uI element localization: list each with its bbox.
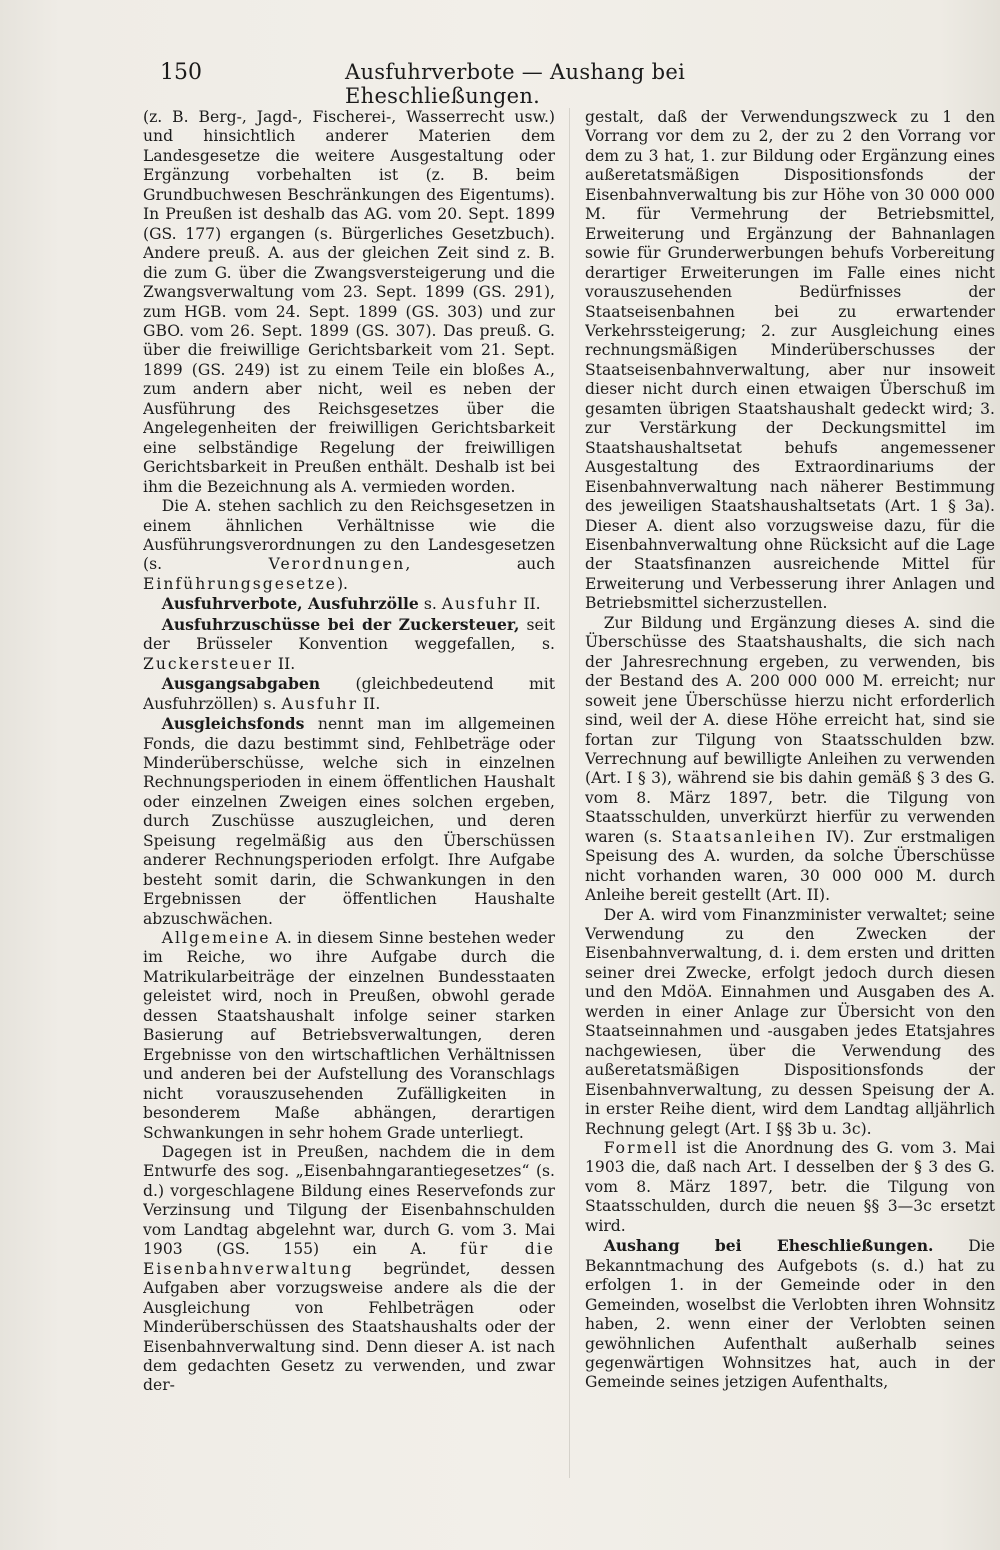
running-head	[160, 60, 800, 108]
cross-reference: Verordnungen	[268, 555, 406, 574]
emphasis: Allgemeine	[161, 929, 271, 948]
entry: Ausfuhrverbote, Ausfuhrzölle s. Ausfuhr II.	[161, 594, 541, 614]
paragraph: Formell ist die Anordnung des G. vom 3. Mai 1903 die, daß nach Art. I desselben der § 3 des G. vom 8. März 1897, betr. die Tilgung von Staatsschulden, durch die neuen §§ 3—3c ersetzt wird.	[585, 1139, 995, 1235]
entry: Ausgleichsfonds nennt man im allgemeinen Fonds, die dazu bestimmt sind, Fehlbeträge oder Minderüberschüsse, welche sich in einzelnen Rechnungsperioden in einem öffentlichen Haushalt oder einzelnen Zweigen eines solchen ergeben, durch Zuschüsse auszugleichen, und deren Speisung regelmäßig aus den Überschüssen anderer Rechnungsperioden erfolgt. Ihre Aufgabe besteht somit darin, die Schwankungen in den Ergebnissen der öffentlichen Haushalte abzuschwächen.	[143, 714, 555, 928]
emphasis: für die Eisenbahnverwaltung	[143, 1240, 555, 1278]
paragraph: Dagegen ist in Preußen, nachdem die in dem Entwurfe des sog. „Eisenbahngarantiegesetzes“ (s. d.) vorgeschlagene Bildung eines Reservefonds zur Verzinsung und Tilgung der Eisenbahnschulden vom Landtag abgelehnt war, durch G. vom 3. Mai 1903 (GS. 155) ein A. für die Eisenbahnverwaltung begründet, dessen Aufgaben aber vorzugsweise andere als die der Ausgleichung von Fehlbeträgen oder Minderüberschüssen des Staatshaushalts oder der Eisenbahnverwaltung sind. Denn dieser A. ist nach dem gedachten Gesetz zu verwenden, und zwar der-	[143, 1143, 555, 1395]
left-column	[143, 108, 555, 1478]
page-number: 150	[160, 60, 202, 85]
cross-reference: Einführungsgesetze	[143, 574, 337, 593]
paragraph: Die A. stehen sachlich zu den Reichsgesetzen in einem ähnlichen Verhältnisse wie die Ausführungsverordnungen zu den Landesgesetzen (s. Verordnungen, auch Einführungsgesetze).	[143, 497, 555, 593]
cross-reference: Zuckersteuer	[143, 654, 273, 673]
right-column	[585, 108, 995, 1478]
entry-headword: Ausgleichsfonds	[161, 714, 305, 734]
paragraph: Allgemeine A. in diesem Sinne bestehen weder im Reiche, wo ihre Aufgabe durch die Matrikularbeiträge der einzelnen Bundesstaaten geleistet wird, noch in Preußen, obwohl gerade dessen Staatshaushalt infolge seiner starken Basierung auf Betriebsverwaltungen, deren Ergebnisse von den wirtschaftlichen Verhältnissen und anderen bei der Aufstellung des Voranschlags nicht vorauszusehenden Zufälligkeiten in besonderem Maße abhängen, derartigen Schwankungen in sehr hohem Grade unterliegt.	[143, 929, 555, 1142]
entry-headword: Aushang bei Eheschließungen.	[603, 1236, 934, 1256]
entry-headword: Ausgangsabgaben	[161, 674, 321, 694]
column-divider	[569, 108, 570, 1478]
entry: Ausgangsabgaben (gleichbedeutend mit Ausfuhrzöllen) s. Ausfuhr II.	[143, 674, 555, 713]
paragraph: (z. B. Berg-, Jagd-, Fischerei-, Wasserrecht usw.) und hinsichtlich anderer Materien dem Landesgesetze die weitere Ausgestaltung oder Ergänzung vorbehalten ist (z. B. beim Grundbuchwesen Beschränkungen des Eigentums). In Preußen ist deshalb das AG. vom 20. Sept. 1899 (GS. 177) ergangen (s. Bürgerliches Gesetzbuch). Andere preuß. A. aus der gleichen Zeit sind z. B. die zum G. über die Zwangsversteigerung und die Zwangsverwaltung vom 23. Sept. 1899 (GS. 291), zum HGB. vom 24. Sept. 1899 (GS. 303) und zur GBO. vom 26. Sept. 1899 (GS. 307). Das preuß. G. über die freiwillige Gerichtsbarkeit vom 21. Sept. 1899 (GS. 249) ist zu einem Teile ein bloßes A., zum andern aber nicht, weil es neben der Ausführung des Reichsgesetzes über die Angelegenheiten der freiwilligen Gerichtsbarkeit eine selbständige Regelung der freiwilligen Gerichtsbarkeit in Preußen enthält. Deshalb ist bei ihm die Bezeichnung als A. vermieden worden.	[143, 108, 555, 496]
cross-reference: Ausfuhr	[441, 595, 519, 614]
paragraph: Der A. wird vom Finanzminister verwaltet; seine Verwendung zu den Zwecken der Eisenbahnverwaltung, d. i. dem ersten und dritten seiner drei Zwecke, erfolgt jedoch durch diesen und den MdöA. Einnahmen und Ausgaben des A. werden in einer Anlage zur Übersicht von den Staatseinnahmen und -ausgaben jedes Etatsjahres nachgewiesen, über die Verwendung des außeretatsmäßigen Dispositionsfonds der Eisenbahnverwaltung, zu dessen Speisung der A. in erster Reihe dient, wird dem Landtag alljährlich Rechnung gelegt (Art. I §§ 3b u. 3c).	[585, 905, 995, 1138]
entry: Aushang bei Eheschließungen. Die Bekanntmachung des Aufgebots (s. d.) hat zu erfolgen 1. in der Gemeinde oder in den Gemeinden, woselbst die Verlobten ihren Wohnsitz haben, 2. wenn einer der Verlobten seinen gewöhnlichen Aufenthalt außerhalb seines gegenwärtigen Wohnsitzes hat, auch in der Gemeinde seines jetzigen Aufenthalts,	[585, 1236, 995, 1392]
entry: Ausfuhrzuschüsse bei der Zuckersteuer, seit der Brüsseler Konvention weggefallen, s. Zuckersteuer II.	[143, 614, 555, 673]
entry-headword: Ausfuhrverbote, Ausfuhrzölle	[161, 594, 419, 614]
cross-reference: Staatsanleihen	[671, 827, 818, 846]
paragraph: gestalt, daß der Verwendungszweck zu 1 den Vorrang vor dem zu 2, der zu 2 den Vorrang vor dem zu 3 hat, 1. zur Bildung oder Ergänzung eines außeretatsmäßigen Dispositionsfonds der Eisenbahnverwaltung bis zur Höhe von 30 000 000 M. für Vermehrung der Betriebsmittel, Erweiterung und Ergänzung der Bahnanlagen sowie für Grunderwerbungen behufs Vorbereitung derartiger Erweiterungen im Falle eines nicht vorauszusehenden Bedürfnisses der Staatseisenbahnen bei zu erwartender Verkehrssteigerung; 2. zur Ausgleichung eines rechnungsmäßigen Minderüberschusses der Staatseisenbahnverwaltung, aber nur insoweit dieser nicht durch einen etwaigen Überschuß im gesamten übrigen Staatshaushalt gedeckt wird; 3. zur Verstärkung der Deckungsmittel im Staatshaushaltsetat behufs angemessener Ausgestaltung des Extraordinariums der Eisenbahnverwaltung nach näherer Bestimmung des jeweiligen Staatshaushaltsetats (Art. 1 § 3a). Dieser A. dient also vorzugsweise dazu, für die Eisenbahnverwaltung ohne Rücksicht auf die Lage der Staatsfinanzen ausreichende Mittel für Erweiterung und Verbesserung ihrer Anlagen und Betriebsmittel sicherzustellen.	[585, 108, 995, 613]
entry-headword: Ausfuhrzuschüsse bei der Zuckersteuer,	[161, 614, 520, 634]
paragraph: Zur Bildung und Ergänzung dieses A. sind die Überschüsse des Staatshaushalts, die sich nach der Jahresrechnung ergeben, zu verwenden, bis der Bestand des A. 200 000 000 M. erreicht; nur soweit jene Überschüsse hierzu nicht erforderlich sind, weil der A. diese Höhe erreicht hat, sind sie fortan zur Tilgung von Staatsschulden bzw. Verrechnung auf bewilligte Anleihen zu verwenden (Art. I § 3), während sie bis dahin gemäß § 3 des G. vom 8. März 1897, betr. die Tilgung von Staatsschulden, unverkürzt hierfür zu verwenden waren (s. Staatsanleihen IV). Zur erstmaligen Speisung des A. wurden, da solche Überschüsse nicht vorhanden waren, 30 000 000 M. durch Anleihe bereit gestellt (Art. II).	[585, 613, 995, 905]
cross-reference: Ausfuhr	[281, 694, 359, 713]
running-title: Ausfuhrverbote — Aushang bei Eheschließungen.	[345, 60, 686, 108]
emphasis: Formell	[603, 1139, 679, 1158]
